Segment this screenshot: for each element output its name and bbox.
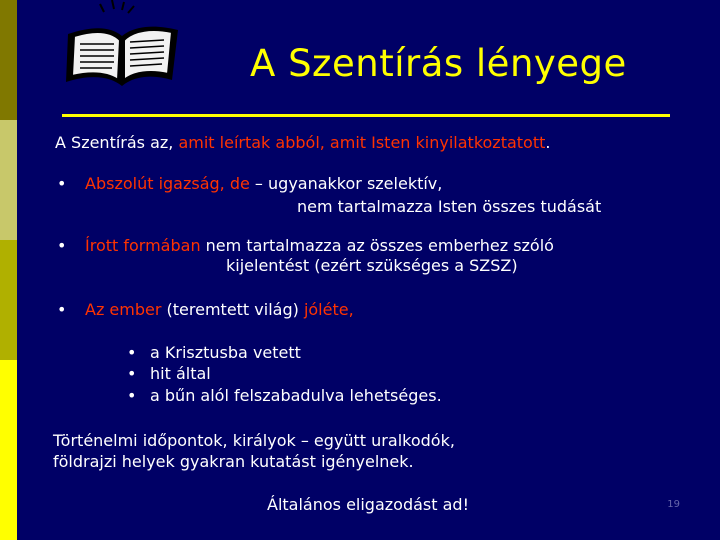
bullet-marker: • bbox=[57, 300, 67, 319]
title-divider bbox=[62, 114, 670, 117]
page-title: A Szentírás lényege bbox=[250, 42, 627, 85]
bullet-marker: • bbox=[57, 236, 67, 255]
bullet-3-line: Az ember (teremtett világ) jóléte, bbox=[85, 300, 354, 319]
sub-bullet-marker: • bbox=[127, 364, 137, 383]
intro-line: A Szentírás az, amit leírtak abból, amit Isten kinyilatkoztatott. bbox=[55, 133, 551, 152]
history-line-2: földrajzi helyek gyakran kutatást igényelnek. bbox=[53, 452, 414, 471]
sidebar-segment bbox=[0, 240, 17, 360]
sub-bullet-item: a bűn alól felszabadulva lehetséges. bbox=[150, 386, 442, 405]
slide-number: 19 bbox=[667, 499, 680, 510]
bullet-marker: • bbox=[57, 174, 67, 193]
sub-bullet-item: hit által bbox=[150, 364, 211, 383]
bullet-1-line-1: Abszolút igazság, de – ugyanakkor szelektív, bbox=[85, 174, 443, 193]
history-line-1: Történelmi időpontok, királyok – együtt uralkodók, bbox=[53, 431, 455, 450]
sidebar-segment bbox=[0, 120, 17, 240]
sub-bullet-marker: • bbox=[127, 386, 137, 405]
open-book-icon bbox=[62, 0, 182, 92]
bullet-1-line-2: nem tartalmazza Isten összes tudását bbox=[297, 197, 602, 216]
bullet-2-line-2: kijelentést (ezért szükséges a SZSZ) bbox=[226, 256, 518, 275]
sidebar-stripe bbox=[0, 0, 17, 540]
sub-bullet-item: a Krisztusba vetett bbox=[150, 343, 301, 362]
sidebar-segment bbox=[0, 0, 17, 120]
closing-statement: Általános eligazodást ad! bbox=[267, 495, 469, 514]
bullet-2-line-1: Írott formában nem tartalmazza az összes emberhez szóló bbox=[85, 236, 554, 255]
sub-bullet-marker: • bbox=[127, 343, 137, 362]
sidebar-segment bbox=[0, 360, 17, 540]
